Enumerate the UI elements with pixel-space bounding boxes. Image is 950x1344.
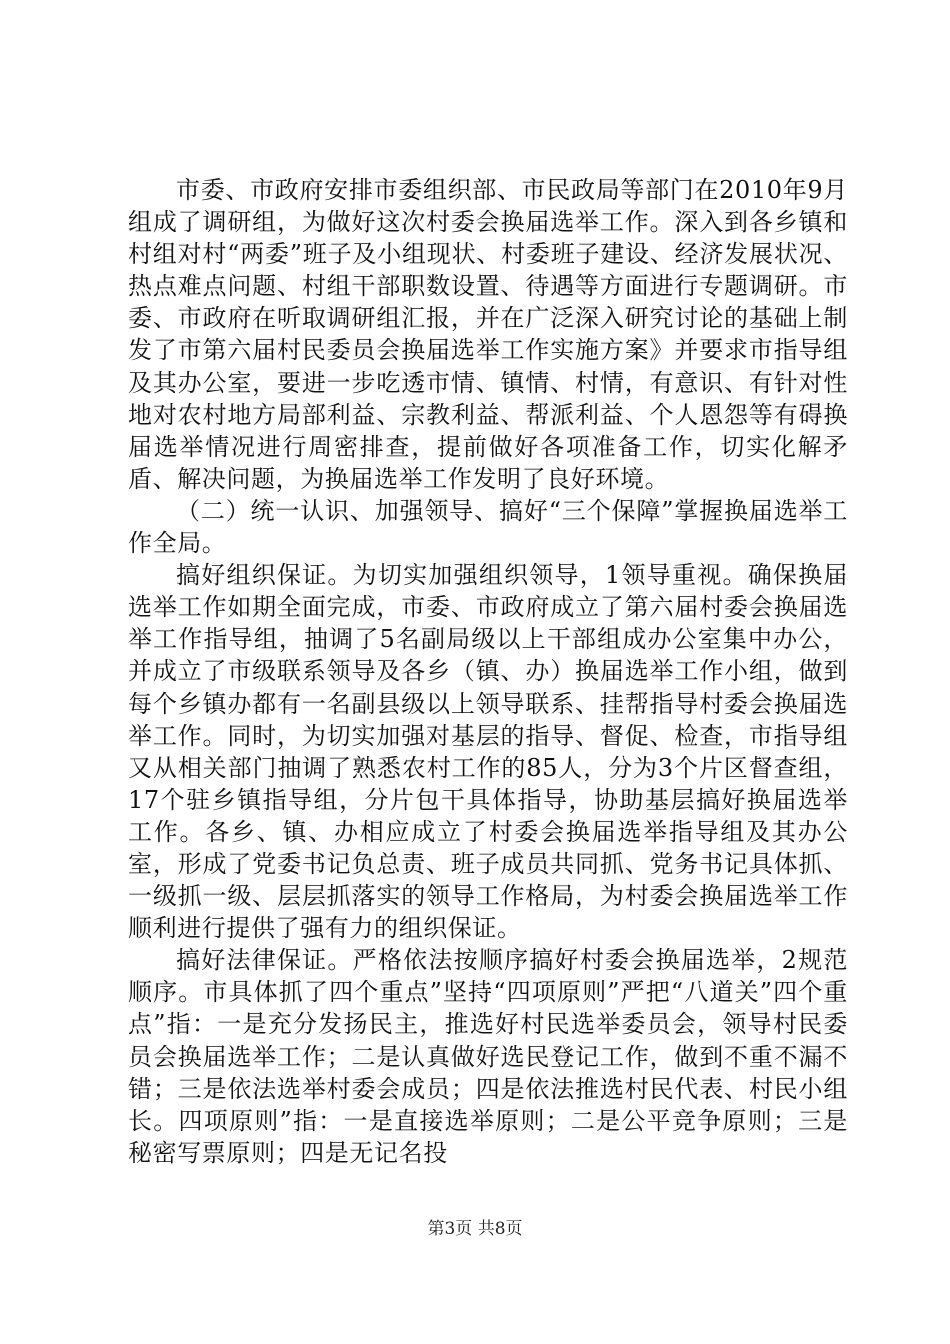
document-body [128,174,848,1169]
paragraph-legal-guarantee: 搞好法律保证。严格依法按顺序搞好村委会换届选举，2规范顺序。市具体抓了四个重点”坚持“四项原则”严把“八道关”四个重点”指：一是充分发扬民主，推选好村民选举委员会，领导村民委员会换届选举工作；二是认真做好选民登记工作，做到不重不漏不错；三是依法选举村委会成员；四是依法推选村民代表、村民小组长。四项原则”指：一是直接选举原则；二是公平竞争原则；三是秘密写票原则；四是无记名投 [128,946,848,1167]
paragraph-research-group: 市委、市政府安排市委组织部、市民政局等部门在2010年9月组成了调研组，为做好这次村委会换届选举工作。深入到各乡镇和村组对村“两委”班子及小组现状、村委班子建设、经济发展状况、热点难点问题、村组干部职数设置、待遇等方面进行专题调研。市委、市政府在听取调研组汇报，并在广泛深入研究讨论的基础上制发了市第六届村民委员会换届选举工作实施方案》并要求市指导组及其办公室，要进一步吃透市情、镇情、村情，有意识、有针对性地对农村地方局部利益、宗教利益、帮派利益、个人恩怨等有碍换届选举情况进行周密排查，提前做好各项准备工作，切实化解矛盾、解决问题，为换届选举工作发明了良好环境。 [128,176,848,493]
page-number-footer: 第3页 共8页 [427,1219,523,1239]
paragraph-organization-guarantee: 搞好组织保证。为切实加强组织领导，1领导重视。确保换届选举工作如期全面完成，市委、市政府成立了第六届村委会换届选举工作指导组，抽调了5名副局级以上干部组成办公室集中办公，并成立了市级联系领导及各乡（镇、办）换届选举工作小组，做到每个乡镇办都有一名副县级以上领导联系、挂帮指导村委会换届选举工作。同时，为切实加强对基层的指导、督促、检查，市指导组又从相关部门抽调了熟悉农村工作的85人，分为3个片区督查组，17个驻乡镇指导组，分片包干具体指导，协助基层搞好换届选举工作。各乡、镇、办相应成立了村委会换届选举指导组及其办公室，形成了党委书记负总责、班子成员共同抓、党务书记具体抓、一级抓一级、层层抓落实的领导工作格局，为村委会换届选举工作顺利进行提供了强有力的组织保证。 [128,561,848,943]
paragraph-section-heading: （二）统一认识、加强领导、搞好“三个保障”掌握换届选举工作全局。 [128,496,848,558]
